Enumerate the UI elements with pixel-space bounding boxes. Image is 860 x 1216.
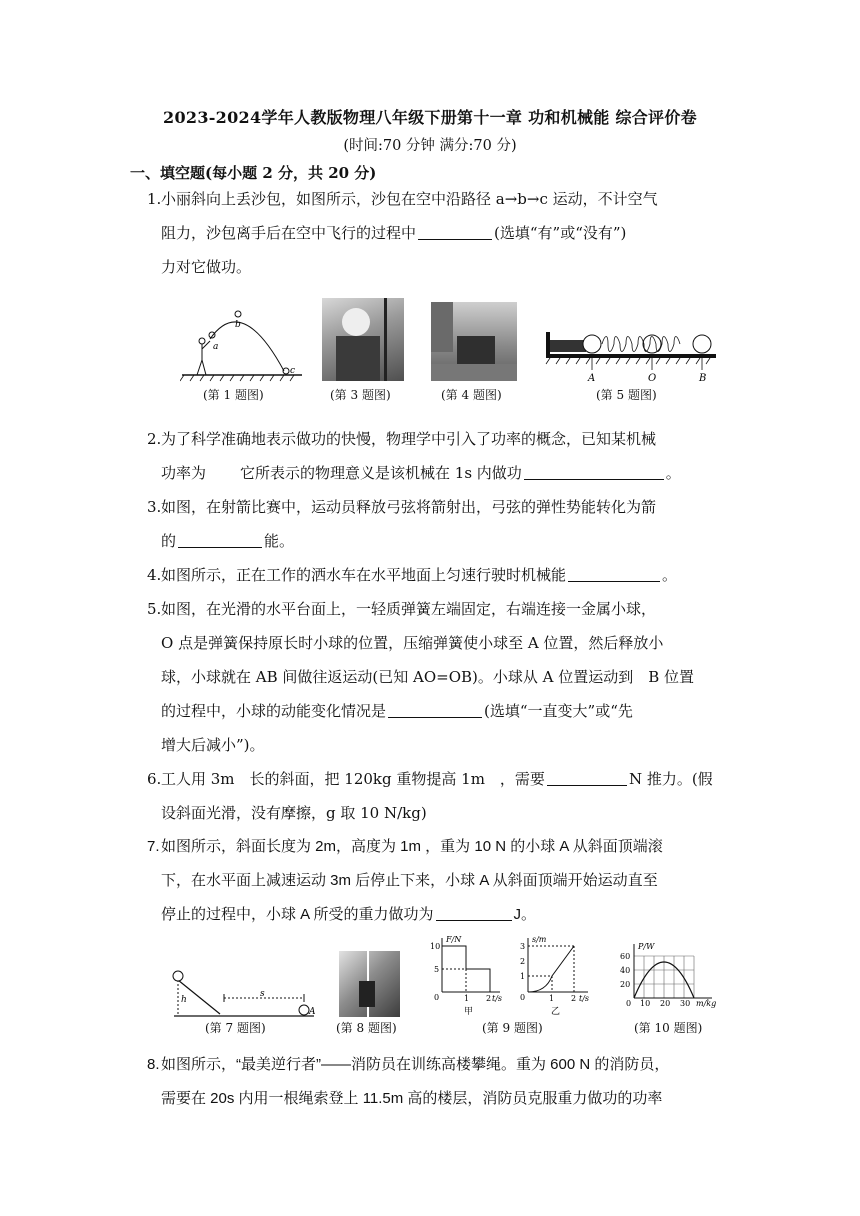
answer-blank[interactable] <box>436 904 512 921</box>
question-8 <box>147 1048 737 1116</box>
question-number: 8. <box>147 1056 160 1073</box>
question-4 <box>147 558 737 592</box>
figure-caption: (第 1 题图) <box>203 388 264 402</box>
axis-F: F/N <box>446 935 462 944</box>
tick: 20 <box>660 999 671 1008</box>
axis-t: t/s <box>492 994 503 1003</box>
question-text: N 推力。(假 <box>628 770 713 788</box>
figure-caption: (第 4 题图) <box>441 388 502 402</box>
question-text: O 点是弹簧保持原长时小球的位置，压缩弹簧使小球至 A 位置，然后释放小 <box>161 634 664 652</box>
question-text: 它所表示的物理意义是该机械在 1s 内做功 <box>240 464 522 482</box>
answer-blank[interactable] <box>524 463 664 480</box>
question-text: 需要在 20s 内用一根绳索登上 11.5m 高的楼层，消防员克服重力做功的功率 <box>161 1090 663 1107</box>
question-text: 。 <box>662 566 678 584</box>
figure-10-power-graph <box>612 940 722 1020</box>
label-jia: 甲 <box>464 1007 474 1017</box>
question-text: 的 <box>161 532 177 550</box>
question-text: J。 <box>513 906 537 923</box>
figure-caption: (第 5 题图) <box>596 388 657 402</box>
question-7 <box>147 830 737 932</box>
tick: 3 <box>520 942 526 951</box>
axis-P: P/W <box>638 942 655 951</box>
question-text: 下，在水平面上减速运动 3m 后停止下来，小球 A 从斜面顶端开始运动直至 <box>161 872 658 889</box>
answer-blank[interactable] <box>547 769 627 786</box>
label-s: s <box>260 989 265 999</box>
question-text: 如图所示，斜面长度为 2m，高度为 1m ，重为 10 N 的小球 A 从斜面顶端滚 <box>161 838 663 855</box>
question-3 <box>147 490 737 558</box>
question-text: 为了科学准确地表示做功的快慢，物理学中引入了功率的概念，已知某机械 <box>161 430 657 448</box>
question-2 <box>147 422 737 490</box>
figure-caption: (第 9 题图) <box>482 1021 543 1035</box>
answer-blank[interactable] <box>388 701 482 718</box>
section-heading: 一、填空题(每小题 2 分，共 20 分) <box>130 164 377 182</box>
tick: 0 <box>626 999 632 1008</box>
question-text: 球，小球就在 AB 间做往返运动(已知 AO=OB)。小球从 A 位置运动到 B 位置 <box>161 668 695 686</box>
question-text: (选填“有”或“没有”) <box>494 224 627 242</box>
tick: 2 <box>571 994 577 1003</box>
tick: 1 <box>464 994 470 1003</box>
question-text: 如图，在射箭比赛中，运动员释放弓弦将箭射出，弓弦的弹性势能转化为箭 <box>161 498 657 516</box>
question-text: (选填“一直变大”或“先 <box>484 702 633 720</box>
axis-s: s/m <box>532 935 547 944</box>
tick: 2 <box>486 994 492 1003</box>
tick: 5 <box>434 965 440 974</box>
question-text: 如图所示，“最美逆行者”——消防员在训练高楼攀绳。重为 600 N 的消防员， <box>161 1056 670 1073</box>
question-1 <box>147 182 737 284</box>
question-number: 1. <box>147 190 162 208</box>
question-number: 2. <box>147 430 162 448</box>
page-subtitle: (时间:70 分钟 满分:70 分) <box>343 138 517 154</box>
question-number: 4. <box>147 566 162 584</box>
question-text: 如图所示，正在工作的洒水车在水平地面上匀速行驶时机械能 <box>161 566 567 584</box>
question-number: 5. <box>147 600 162 618</box>
page-title: 2023-2024学年人教版物理八年级下册第十一章 功和机械能 综合评价卷 <box>163 108 697 127</box>
answer-blank[interactable] <box>418 223 492 240</box>
figure-caption: (第 3 题图) <box>330 388 391 402</box>
axis-m: m/kg <box>696 999 717 1008</box>
label-A: A <box>309 1007 316 1017</box>
figure-1-throw-diagram <box>180 305 310 385</box>
answer-blank[interactable] <box>178 531 262 548</box>
tick: 60 <box>620 952 631 961</box>
label-O: O <box>648 373 657 384</box>
figure-4-sprinkler-truck-photo <box>431 302 517 381</box>
tick: 0 <box>434 993 440 1002</box>
tick: 40 <box>620 966 631 975</box>
question-text: 的过程中，小球的动能变化情况是 <box>161 702 387 720</box>
question-text: 设斜面光滑，没有摩擦，g 取 10 N/kg) <box>161 804 427 822</box>
question-5 <box>147 592 737 762</box>
figure-8-firefighter-photo <box>339 951 400 1017</box>
question-text: 能。 <box>264 532 295 550</box>
answer-blank[interactable] <box>568 565 660 582</box>
label-c: c <box>290 366 296 376</box>
tick: 30 <box>680 999 691 1008</box>
figure-caption: (第 7 题图) <box>205 1021 266 1035</box>
question-text: 小丽斜向上丢沙包，如图所示，沙包在空中沿路径 a→b→c 运动，不计空气 <box>161 190 658 208</box>
question-text: 增大后减小”)。 <box>161 736 265 754</box>
tick: 1 <box>520 972 526 981</box>
question-text: 如图，在光滑的水平台面上，一轻质弹簧左端固定，右端连接一金属小球， <box>161 600 657 618</box>
axis-t: t/s <box>579 994 590 1003</box>
tick: 20 <box>620 980 631 989</box>
tick: 10 <box>430 942 441 951</box>
label-B: B <box>699 373 707 384</box>
question-text: 工人用 3m 长的斜面，把 120kg 重物提高 1m ，需要 <box>161 770 545 788</box>
question-number: 6. <box>147 770 162 788</box>
question-number: 7. <box>147 838 160 855</box>
label-yi: 乙 <box>551 1007 561 1017</box>
figure-3-archery-photo <box>322 298 404 381</box>
tick: 10 <box>640 999 651 1008</box>
question-number: 3. <box>147 498 162 516</box>
question-text: 力对它做功。 <box>161 258 252 276</box>
label-b: b <box>235 320 241 330</box>
tick: 1 <box>549 994 555 1003</box>
figure-5-spring-diagram <box>544 318 720 386</box>
question-text: 停止的过程中，小球 A 所受的重力做功为 <box>161 906 434 923</box>
question-6 <box>147 762 737 830</box>
label-a: a <box>213 342 219 352</box>
figure-caption: (第 10 题图) <box>634 1021 703 1035</box>
figure-7-slope-diagram <box>168 968 320 1020</box>
question-text: 阻力，沙包离手后在空中飞行的过程中 <box>161 224 417 242</box>
question-text: 。 <box>665 464 681 482</box>
tick: 0 <box>520 993 526 1002</box>
label-h: h <box>181 995 187 1005</box>
tick: 2 <box>520 957 526 966</box>
figure-caption: (第 8 题图) <box>336 1021 397 1035</box>
figure-9-graphs <box>428 934 598 1018</box>
label-A: A <box>588 373 596 384</box>
question-text: 功率为 <box>161 464 207 482</box>
